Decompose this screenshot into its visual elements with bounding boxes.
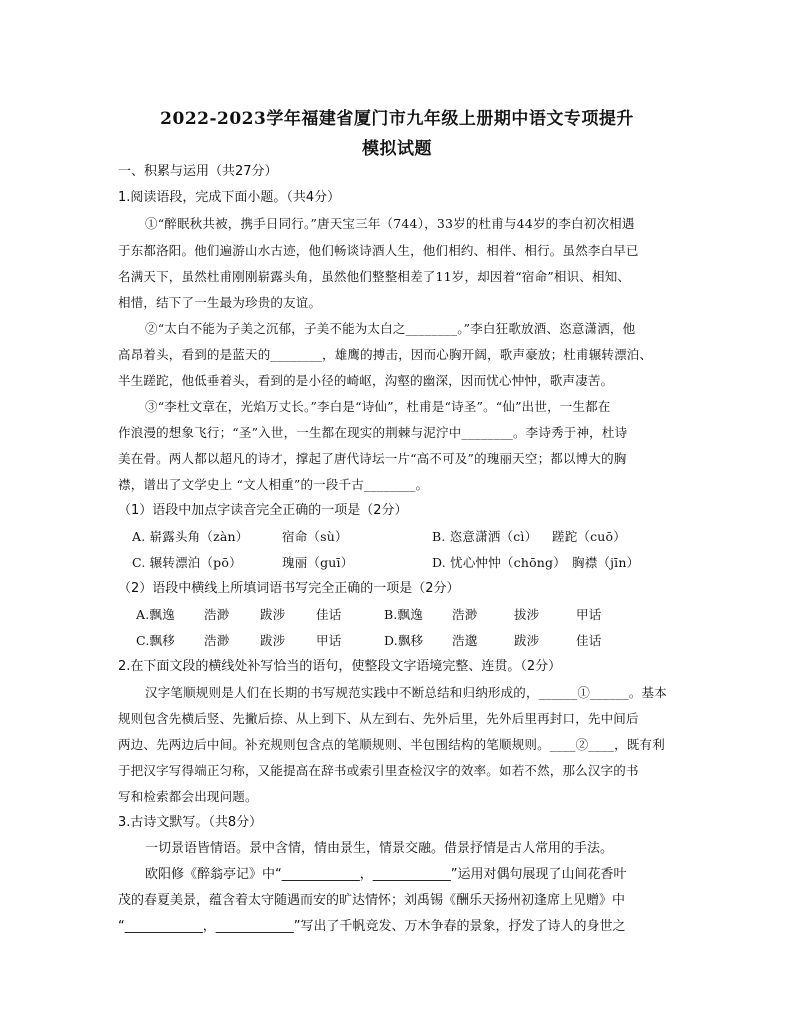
q1-paragraph-2-line: ②“太白不能为子美之沉郁，子美不能为太白之________。”李白狂歌放酒、恣意潇洒，他 [145, 321, 636, 336]
question-3-stem: 3.古诗文默写。（共8分） [118, 815, 263, 830]
q1-paragraph-3-line: ③“李杜文章在，光焰万丈长。”李白是“诗仙”，杜甫是“诗圣”。“仙”出世，一生都在 [145, 399, 611, 414]
option-word: 浩渺 [204, 607, 230, 622]
option-c: C.飘移 [136, 633, 175, 648]
option-c: C. 辗转漂泊（pō） [132, 555, 242, 570]
option-a-item: 宿命（sù） [282, 529, 348, 544]
page-title-line1: 2022-2023学年福建省厦门市九年级上册期中语文专项提升 [160, 109, 634, 129]
q1-paragraph-2-line: 半生蹉跎，他低垂着头，看到的是小径的崎岖，沟壑的幽深，因而忧心忡忡，歌声凄苦。 [118, 373, 614, 388]
q2-text-line: 两边、先两边后中间。补充规则包含点的笔顺规则、半包围结构的笔顺规则。____②____，既有利 [118, 737, 665, 752]
q1-sub2-options-row [136, 606, 626, 624]
option-word: 跋涉 [260, 633, 286, 648]
option-a: A.飘逸 [136, 607, 175, 622]
option-d: D.飘移 [384, 633, 424, 648]
q1-paragraph-1-line: 于东都洛阳。他们遍游山水古迹，他们畅谈诗酒人生，他们相约、相伴、相行。虽然李白早已 [118, 243, 639, 258]
q1-sub1-options-row [132, 554, 672, 572]
q1-paragraph-3-line: 美在骨。两人都以超凡的诗才，撑起了唐代诗坛一片“高不可及”的瑰丽天空；都以博大的胸 [118, 451, 627, 466]
option-b-item: 蹉跎（cuō） [552, 529, 626, 544]
q2-text-line: 于把汉字写得端正匀称，又能提高在辞书或索引里查检汉字的效率。如若不然，那么汉字的书 [118, 763, 639, 778]
option-word: 佳话 [576, 633, 602, 648]
q1-sub1-stem: （1）语段中加点字读音完全正确的一项是（2分） [118, 503, 408, 518]
option-c-item: 瑰丽（guī） [282, 555, 354, 570]
q3-intro: 一切景语皆情语。景中含情，情由景生，情景交融。借景抒情是古人常用的手法。 [145, 841, 614, 856]
q1-paragraph-3-line: 作浪漫的想象飞行；“圣”入世，一生都在现实的荆棘与泥泞中________。李诗秀于神，杜诗 [118, 425, 628, 440]
q1-sub2-options-row [136, 632, 626, 650]
option-word: 浩邈 [452, 633, 478, 648]
page-title-line2: 模拟试题 [362, 139, 432, 159]
option-word: 甲话 [576, 607, 602, 622]
q3-text-line: 欧阳修《醉翁亭记》中“____________，____________”运用对偶句展现了山间花香叶 [145, 867, 627, 882]
option-word: 浩渺 [204, 633, 230, 648]
question-2-stem: 2.在下面文段的横线处补写恰当的语句，使整段文字语境完整、连贯。（2分） [118, 659, 562, 674]
q1-paragraph-1-line: 名满天下，虽然杜甫刚刚崭露头角，虽然他们整整相差了11岁，却因着“宿命”相识、相知、 [118, 269, 631, 284]
option-d: D. 忧心忡忡（chōng） [432, 555, 566, 570]
q1-paragraph-2-line: 高昂着头，看到的是蓝天的________，雄鹰的搏击，因而心胸开阔，歌声豪放；杜甫辗转漂泊、 [118, 347, 653, 362]
option-a: A. 崭露头角（zàn） [132, 529, 249, 544]
question-1-stem: 1.阅读语段，完成下面小题。（共4分） [118, 190, 341, 205]
option-d-item: 胸襟（jīn） [572, 555, 640, 570]
option-word: 跋涉 [260, 607, 286, 622]
q1-paragraph-1-line: 相惜，结下了一生最为珍贵的友谊。 [118, 295, 322, 310]
q1-sub1-options-row [132, 528, 652, 546]
option-word: 甲话 [316, 633, 342, 648]
option-b: B.飘逸 [384, 607, 423, 622]
section-heading: 一、积累与运用（共27分） [118, 164, 278, 179]
q1-paragraph-3-line: 襟，谱出了文学史上 “文人相重”的一段千古________。 [118, 477, 429, 492]
q2-text-line: 规则包含先横后竖、先撇后捺、从上到下、从左到右、先外后里，先外后里再封口，先中间后 [118, 711, 639, 726]
q3-text-line: “____________，____________”写出了千帆竞发、万木争春的景象，抒发了诗人的身世之 [118, 919, 626, 934]
option-word: 浩渺 [452, 607, 478, 622]
q3-text-line: 茂的春夏美景，蕴含着太守随遇而安的旷达情怀；刘禹锡《酬乐天扬州初逢席上见赠》中 [118, 893, 626, 908]
q2-text-line: 写和检索都会出现问题。 [118, 789, 258, 804]
option-b: B. 恣意潇洒（cì） [432, 529, 538, 544]
option-word: 拔涉 [514, 607, 540, 622]
q1-sub2-stem: （2）语段中横线上所填词语书写完全正确的一项是（2分） [118, 581, 460, 596]
q1-paragraph-1-line: ①“醉眠秋共被，携手日同行。”唐天宝三年（744），33岁的杜甫与44岁的李白初次相遇 [145, 216, 635, 231]
q2-text-line: 汉字笔顺规则是人们在长期的书写规范实践中不断总结和归纳形成的，______①______。基本 [145, 685, 667, 700]
option-word: 佳话 [316, 607, 342, 622]
option-word: 跋涉 [514, 633, 540, 648]
